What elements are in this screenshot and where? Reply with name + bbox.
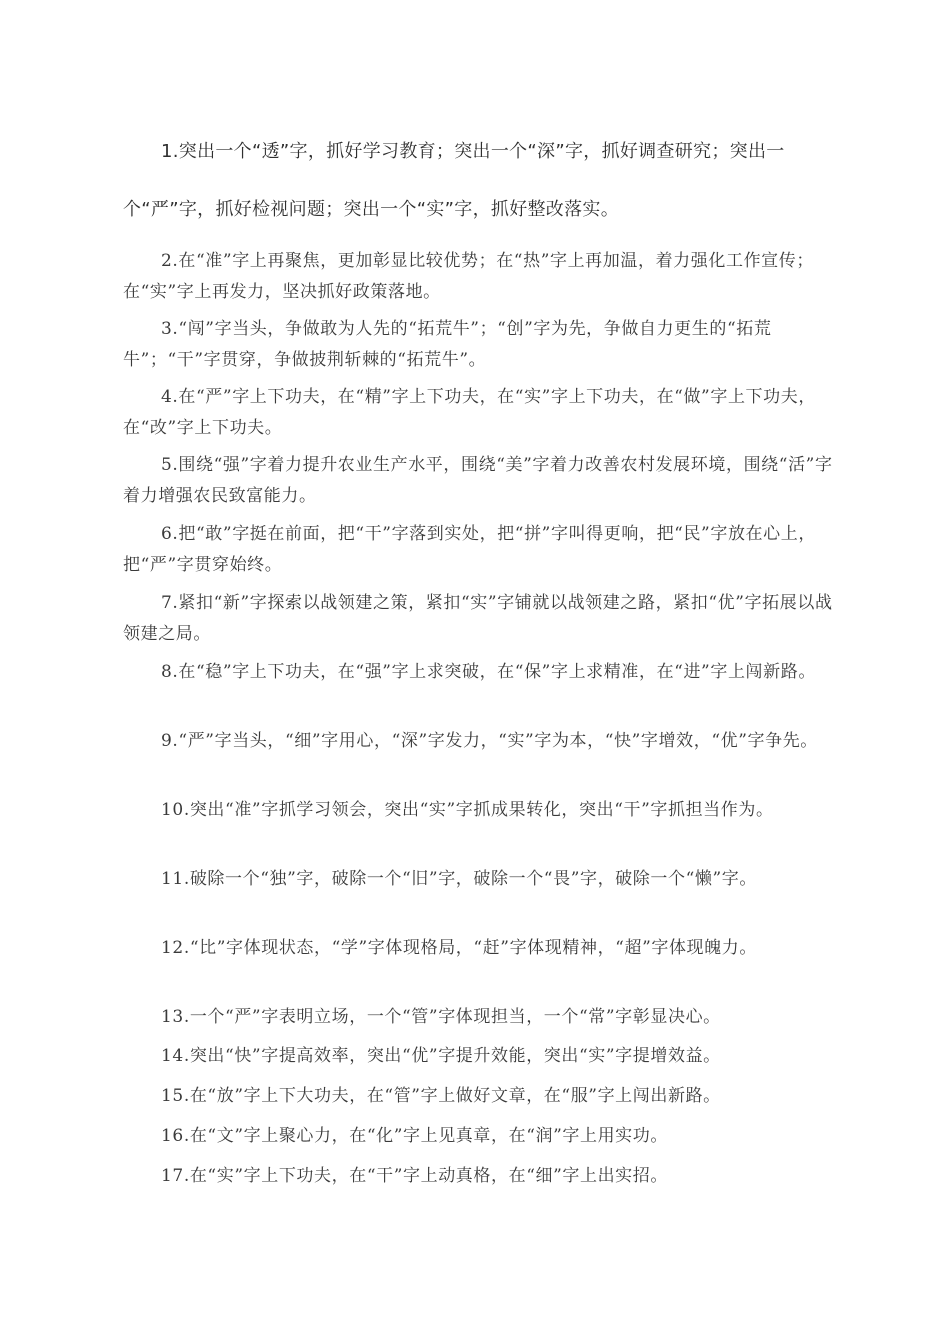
paragraph-9: 9.“严”字当头，“细”字用心，“深”字发力，“实”字为本，“快”字增效，“优”字争先。: [161, 731, 818, 751]
paragraph-4: 4.在“严”字上下功夫，在“精”字上下功夫，在“实”字上下功夫，在“做”字上下功夫，在“改”字上下功夫。: [123, 387, 816, 438]
paragraph-14: 14.突出“快”字提高效率，突出“优”字提升效能，突出“实”字提增效益。: [161, 1046, 721, 1066]
paragraph-13: 13.一个“严”字表明立场，一个“管”字体现担当，一个“常”字彰显决心。: [161, 1007, 721, 1027]
paragraph-10: 10.突出“准”字抓学习领会，突出“实”字抓成果转化，突出“干”字抓担当作为。: [161, 800, 774, 820]
paragraph-15: 15.在“放”字上下大功夫，在“管”字上做好文章，在“服”字上闯出新路。: [161, 1086, 721, 1106]
paragraph-5: 5.围绕“强”字着力提升农业生产水平，围绕“美”字着力改善农村发展环境，围绕“活”字着力增强农民致富能力。: [123, 455, 833, 506]
paragraph-16: 16.在“文”字上聚心力，在“化”字上见真章，在“润”字上用实功。: [161, 1126, 668, 1146]
paragraph-11: 11.破除一个“独”字，破除一个“旧”字，破除一个“畏”字，破除一个“懒”字。: [161, 869, 757, 889]
paragraph-3: 3.“闯”字当头，争做敢为人先的“拓荒牛”；“创”字为先，争做自力更生的“拓荒牛”；“干”字贯穿，争做披荆斩棘的“拓荒牛”。: [123, 319, 772, 370]
paragraph-17: 17.在“实”字上下功夫，在“干”字上动真格，在“细”字上出实招。: [161, 1166, 668, 1186]
paragraph-1: 1.突出一个“透”字，抓好学习教育；突出一个“深”字，抓好调查研究；突出一个“严”字，抓好检视问题；突出一个“实”字，抓好整改落实。: [123, 141, 785, 220]
paragraph-12: 12.“比”字体现状态，“学”字体现格局，“赶”字体现精神，“超”字体现魄力。: [161, 938, 757, 958]
paragraph-7: 7.紧扣“新”字探索以战领建之策，紧扣“实”字铺就以战领建之路，紧扣“优”字拓展以战领建之局。: [123, 593, 833, 644]
paragraph-2: 2.在“准”字上再聚焦，更加彰显比较优势；在“热”字上再加温，着力强化工作宣传；在“实”字上再发力，坚决抓好政策落地。: [123, 251, 814, 302]
paragraph-8: 8.在“稳”字上下功夫，在“强”字上求突破，在“保”字上求精准，在“进”字上闯新路。: [161, 662, 816, 682]
paragraph-6: 6.把“敢”字挺在前面，把“干”字落到实处，把“拼”字叫得更响，把“民”字放在心上，把“严”字贯穿始终。: [123, 524, 816, 575]
